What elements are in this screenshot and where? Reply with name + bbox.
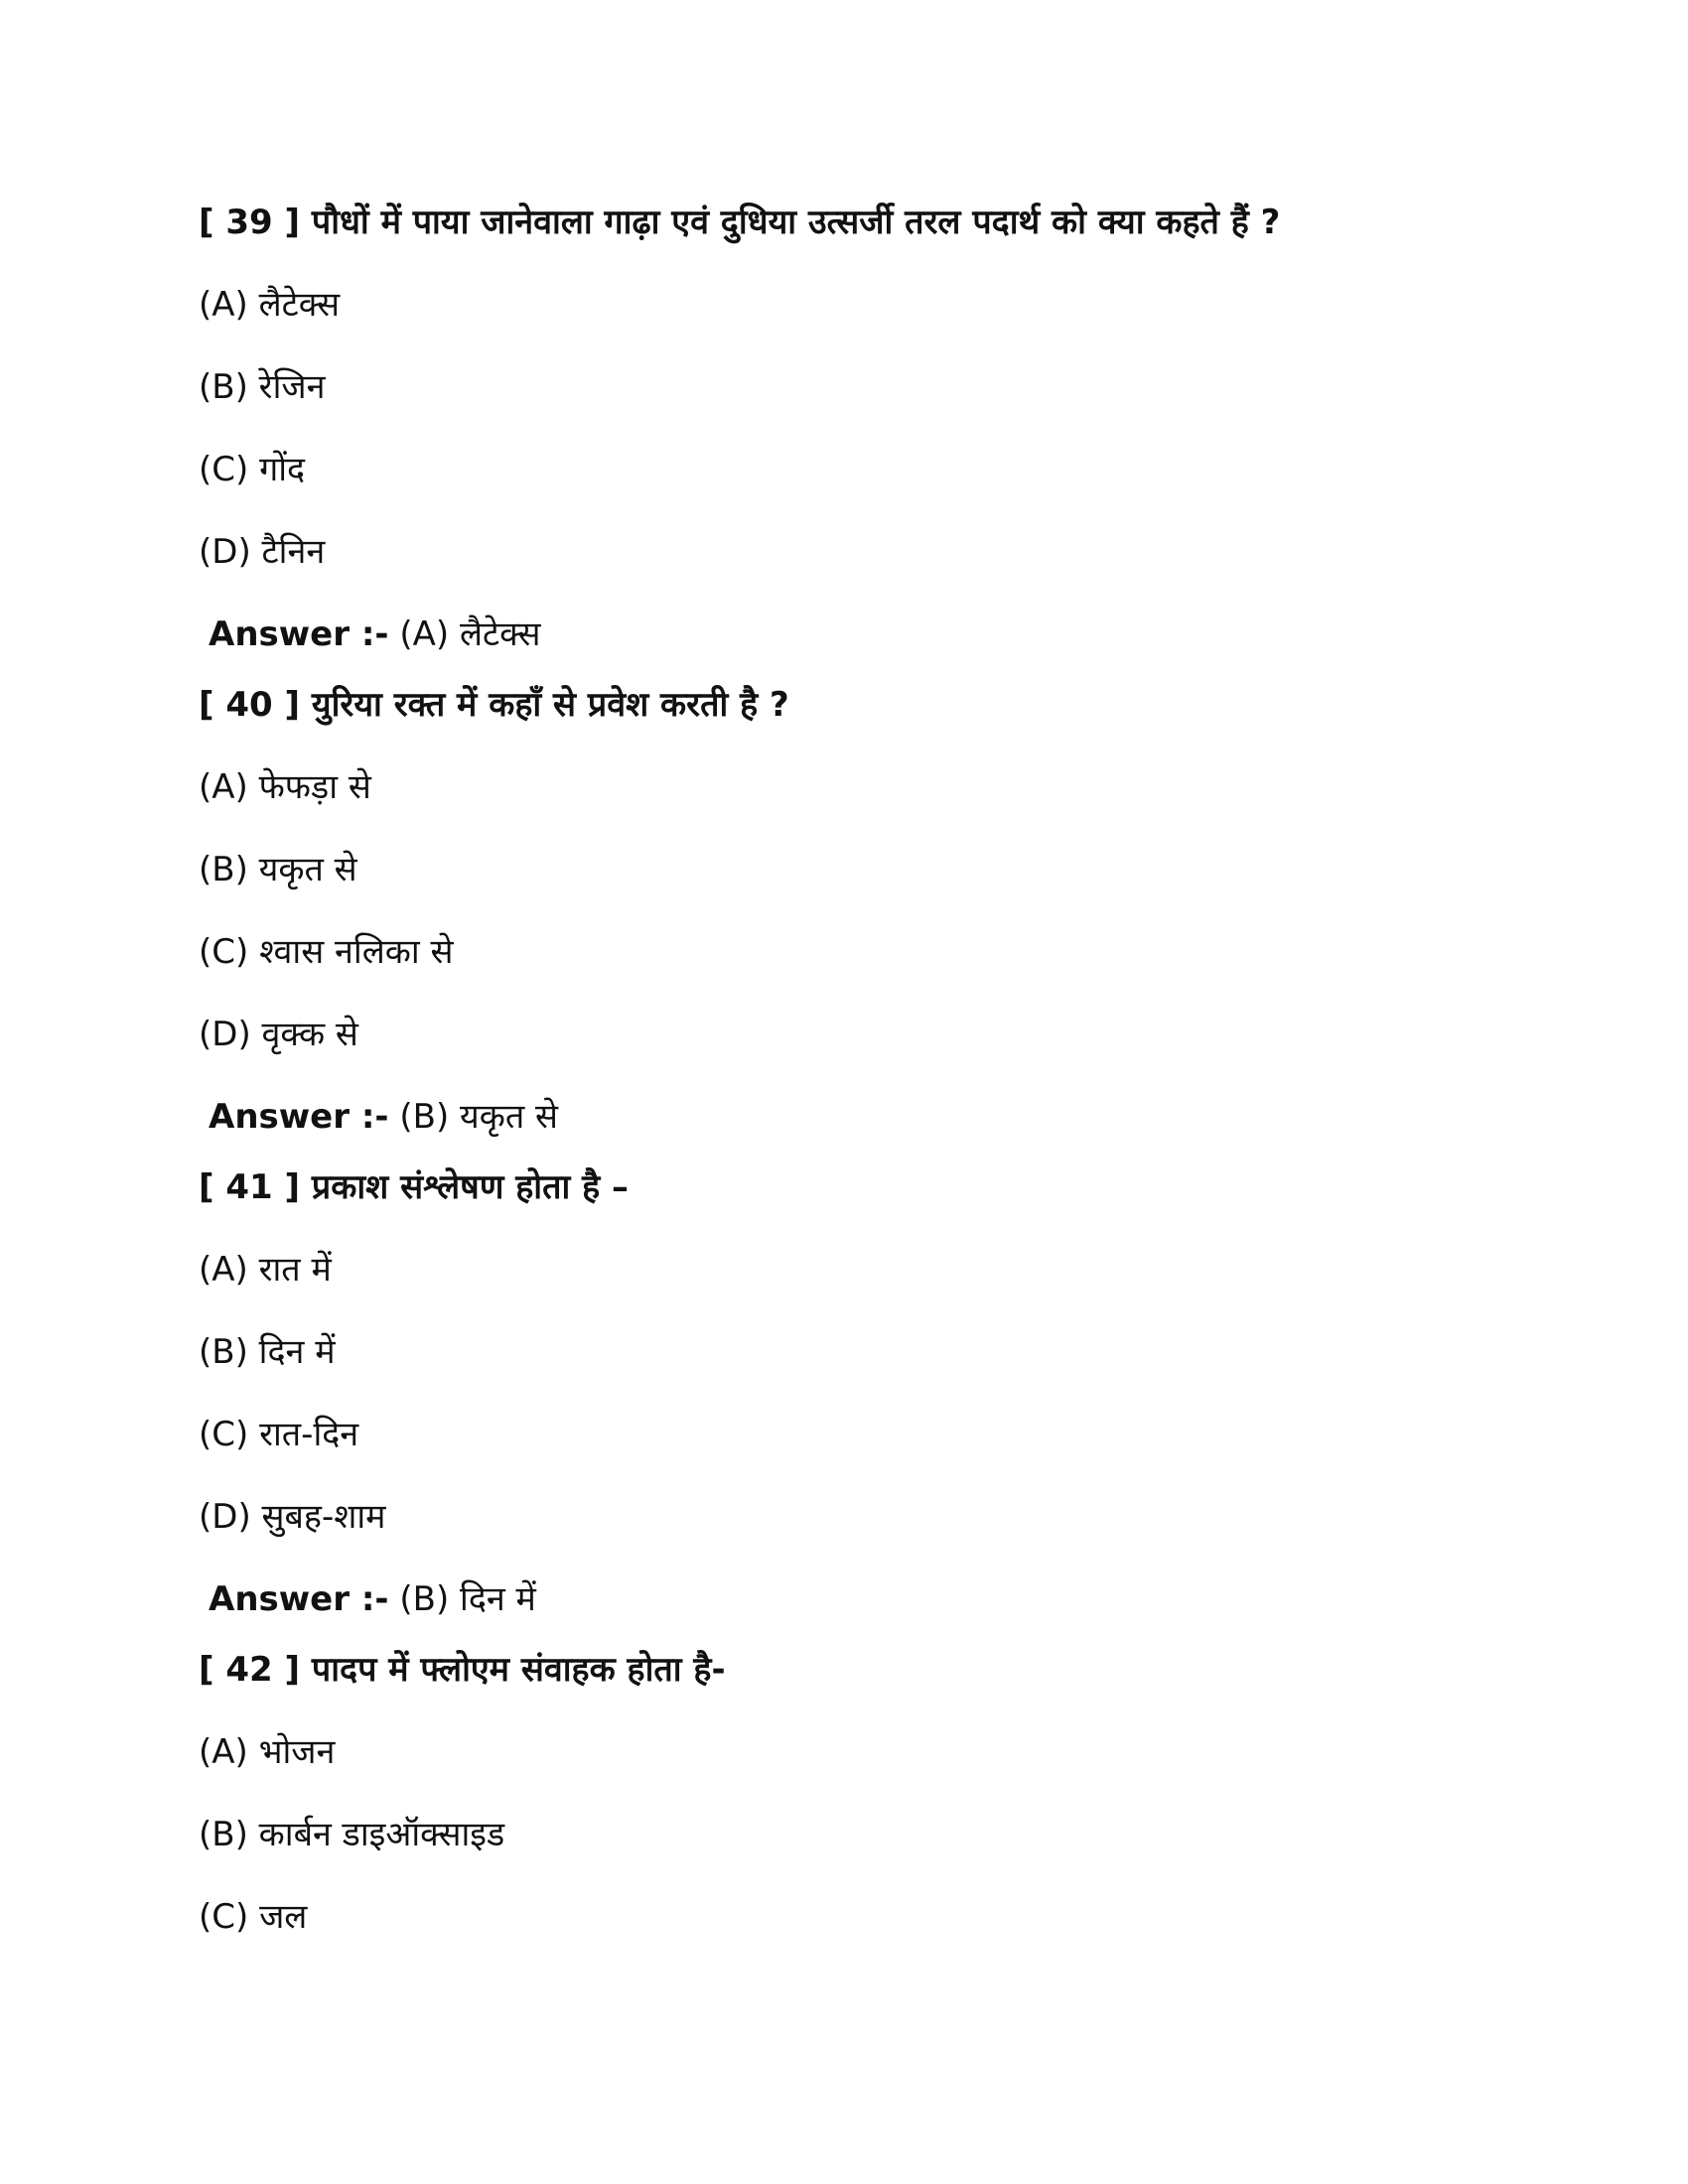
answer-value: (A) लैटेक्स: [399, 614, 541, 654]
option-d: (D) वृक्क से: [199, 1015, 358, 1054]
question-text: [ 42 ] पादप में फ्लोएम संवाहक होता है-: [199, 1650, 726, 1690]
question-block-40: [199, 681, 1589, 1141]
question-text: [ 39 ] पौधों में पाया जानेवाला गाढ़ा एवं दुधिया उत्सर्जी तरल पदार्थ को क्या कहते हैं ?: [199, 203, 1281, 242]
answer-line: [199, 1575, 1589, 1623]
option-a: (A) रात में: [199, 1250, 332, 1290]
question-text: [ 41 ] प्रकाश संश्लेषण होता है –: [199, 1167, 630, 1207]
answer-label: Answer :-: [209, 614, 389, 654]
option-c: (C) गोंद: [199, 450, 306, 489]
option-a: (A) लैटेक्स: [199, 285, 341, 325]
option-a: (A) भोजन: [199, 1732, 336, 1772]
answer-label: Answer :-: [209, 1579, 389, 1619]
option-b: (B) यकृत से: [199, 850, 357, 889]
option-b: (B) रेजिन: [199, 367, 326, 407]
answer-value: (B) दिन में: [399, 1579, 536, 1619]
option-c: (C) श्वास नलिका से: [199, 932, 454, 972]
answer-line: [199, 1093, 1589, 1141]
option-c: (C) जल: [199, 1897, 308, 1937]
option-d: (D) टैनिन: [199, 532, 326, 572]
question-text: [ 40 ] युरिया रक्त में कहाँ से प्रवेश करती है ?: [199, 685, 789, 725]
question-block-42: [199, 1646, 1589, 1941]
answer-line: [199, 611, 1589, 658]
option-b: (B) कार्बन डाइऑक्साइड: [199, 1815, 505, 1854]
option-d: (D) सुबह-शाम: [199, 1497, 386, 1537]
question-block-39: [199, 199, 1589, 658]
option-b: (B) दिन में: [199, 1332, 336, 1372]
option-a: (A) फेफड़ा से: [199, 767, 371, 807]
question-block-41: [199, 1163, 1589, 1623]
answer-value: (B) यकृत से: [399, 1097, 559, 1137]
answer-label: Answer :-: [209, 1097, 389, 1137]
option-c: (C) रात-दिन: [199, 1415, 359, 1454]
